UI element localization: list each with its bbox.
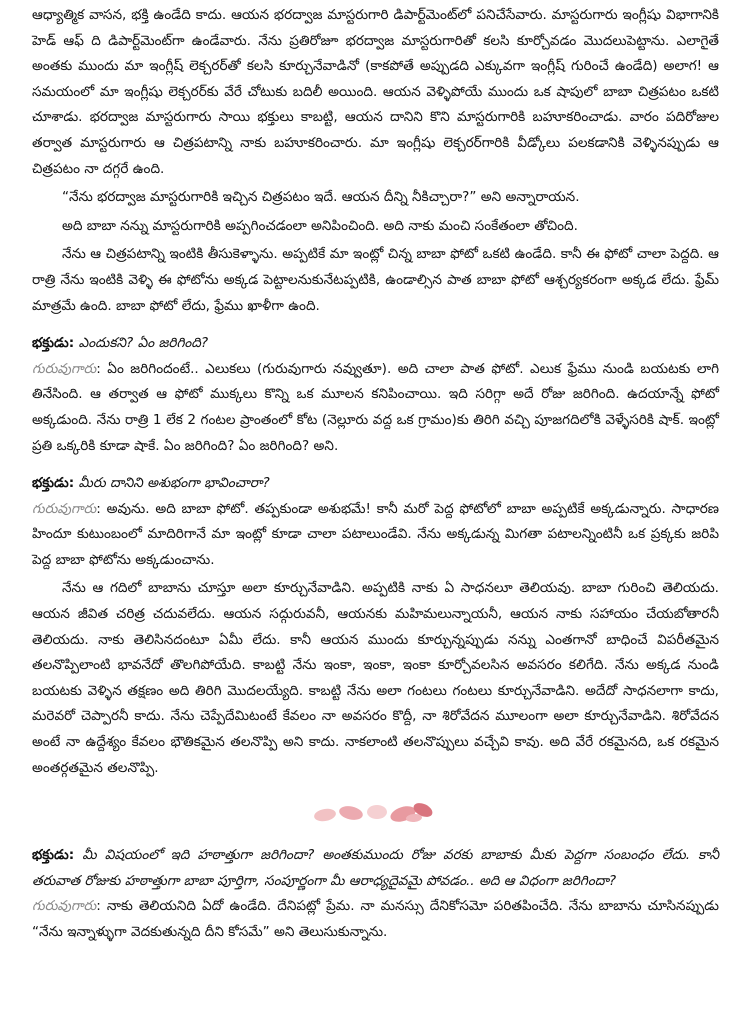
question-text: మీ విషయంలో ఇది హఠాత్తుగా జరిగిందా? అంతకుముందు రోజు వరకు బాబాకు మీకు పెద్దగా సంబంధం లేదు. కానీ తరువాత రోజుకు హఠాత్తుగా బాబా పూర్తిగా, సంపూర్ణంగా మీ ఆరాధ్యదైవమై పోవడం.. అది ఆ విధంగా జరిగిందా? [32,847,719,889]
guru-label: గురువుగారు [32,360,97,377]
answer-2 [32,497,719,574]
question-3 [32,843,719,894]
question-2 [32,471,719,497]
paragraph-2: “నేను భరద్వాజ మాస్టరుగారికి ఇచ్చిన చిత్రపటం ఇదే. ఆయన దీన్ని నీకిచ్చారా?” అని అన్నారాయన. [62,189,580,206]
speaker-label: భక్తుడు: [32,475,75,492]
speaker-label: భక్తుడు: [32,847,75,864]
question-text: ఎందుకని? ఏం జరిగింది? [78,335,209,352]
rose-petals-icon [311,798,441,828]
paragraph-4: నేను ఆ చిత్రపటాన్ని ఇంటికి తీసుకెళ్ళాను. అప్పటికే మా ఇంట్లో చిన్న బాబా ఫోటో ఒకటి ఉండేది. కానీ ఈ ఫోటో చాలా పెద్దది. ఆ రాత్రి నేను ఇంటికి వెళ్ళి ఈ ఫోటోను అక్కడ పెట్టాలనుకునేటప్పటికి, ఉండాల్సిన పాత బాబా ఫోటో ఆశ్చర్యకరంగా అక్కడ లేదు. ఫ్రేమ్ మాత్రమే ఉంది. బాబా ఫోటో లేదు, ఫ్రేము ఖాళీగా ఉంది. [32,246,719,314]
qa-block-1 [32,331,719,459]
answer-text: : ఏం జరిగిందంటే.. ఎలుకలు (గురువుగారు నవ్వుతూ). అది చాలా పాత ఫోటో. ఎలుక ఫ్రేము నుండి బయటకు లాగి తినేసింది. ఆ తర్వాత ఆ ఫోటో ముక్కలు కొన్ని ఒక మూలన కనిపించాయి. ఇది సరిగ్గా అదే రోజు జరిగింది. ఉదయాన్నే ఫోటో అక్కడుంది. నేను రాత్రి 1 లేక 2 గంటల ప్రాంతంలో కోట (నెల్లూరు వద్ద ఒక గ్రామం)కు తిరిగి వచ్చి పూజగదిలోకి వెళ్ళేసరికి షాక్. ఇంట్లో ప్రతి ఒక్కరికి కూడా షాకే. ఏం జరిగింది? ఏం జరిగింది? అని. [32,360,719,454]
question-text: మీరు దానిని అశుభంగా భావించారా? [78,475,270,492]
paragraph-1: ఆధ్యాత్మిక వాసన, భక్తి ఉండేది కాదు. ఆయన భరద్వాజ మాస్టరుగారి డిపార్ట్‌మెంట్‌లో పనిచేసేవారు. మాస్టరుగారు ఇంగ్లీషు విభాగానికి హెడ్ ఆఫ్ ది డిపార్ట్‌మెంట్‌గా ఉండేవారు. నేను ప్రతిరోజూ భరద్వాజ మాస్టరుగారితో కలసి కూర్చోవడం మొదలుపెట్టాను. ఎలాగైతే అంతకు ముందు మా ఇంగ్లీష్ లెక్చరర్‌తో కలసి కూర్చునేవాడినో (కాకపోతే అప్పుడది ఎక్కువగా ఇంగ్లీష్ గురించే ఉండేది) అలాగ! ఆ సమయంలో మా ఇంగ్లీషు లెక్చరర్‌కు వేరే చోటుకు బదిలీ అయింది. ఆయన వెళ్ళిపోయే ముందు ఒక షాపులో బాబా చిత్రపటం ఒకటి చూశాడు. భరద్వాజ మాస్టరుగారు సాయి భక్తులు కాబట్టి, ఆయన దానిని కొని మాస్టరుగారికి బహూకరించాడు. వారం పదిరోజుల తర్వాత మాస్టరుగారు ఆ చిత్రపటాన్ని నాకు బహూకరించారు. మా ఇంగ్లీషు లెక్చరర్‌గారికి వీడ్కోలు పలకడానికి వెళ్ళినప్పుడు ఆ చిత్రపటం నా దగ్గరే ఉంది. [32,7,719,177]
speaker-label: భక్తుడు: [32,335,75,352]
qa-block-2 [32,471,719,781]
answer-text: : అవును. అది బాబా ఫోటో. తప్పకుండా అశుభమే! కానీ మరో పెద్ద ఫోటోలో బాబా అప్పటికే అక్కడున్నారు. సాధారణ హిందూ కుటుంబంలో మాదిరిగానే మా ఇంట్లో కూడా చాలా పటాలుండేవి. నేను అక్కడున్న మిగతా పటాలన్నింటినీ ఒక ప్రక్కకు జరిపి పెద్ద బాబా ఫోటోను అక్కడుంచాను. [32,500,719,568]
qa-block-3 [32,843,719,945]
paragraph-3: అది బాబా నన్ను మాస్టరుగారికి అప్పగించడంలా అనిపించింది. అది నాకు మంచి సంకేతంలా తోచింది. [62,217,578,234]
answer-1 [32,357,719,459]
answer-3 [32,894,719,945]
guru-label: గురువుగారు [32,500,97,517]
section-divider [32,789,719,837]
question-1 [32,331,719,357]
answer-2-continued: నేను ఆ గదిలో బాబాను చూస్తూ అలా కూర్చునేవాడిని. అప్పటికి నాకు ఏ సాధనలూ తెలియవు. బాబా గురించి తెలియదు. ఆయన జీవిత చరిత్ర చదువలేదు. ఆయన సద్గురువనీ, ఆయనకు మహిమలున్నాయనీ, ఆయన నాకు సహాయం చేయబోతారనీ తెలియదు. నాకు తెలిసినదంటూ ఏమీ లేదు. కానీ ఆయన ముందు కూర్చున్నప్పుడు నన్ను ఎంతగానో బాధించే విపరీతమైన తలనొప్పిలాంటి భావనేదో తొలగిపోయేది. కాబట్టి నేను ఇంకా, ఇంకా, ఇంకా కూర్చోవలసిన అవసరం కలిగేది. నేను అక్కడ నుండి బయటకు వెళ్ళిన తక్షణం అది తిరిగి మొదలయ్యేది. కాబట్టి నేను అలా గంటలు గంటలు కూర్చునేవాడిని. అదేదో సాధనలాగా కాదు, మరెవరో చెప్పారనీ కాదు. నేను చెప్పేదేమిటంటే కేవలం నా అవసరం కొద్దీ, నా శిరోవేదన మూలంగా అలా కూర్చునేవాడిని. శిరోవేదన అంటే నా ఉద్దేశ్యం కేవలం భౌతికమైన తలనొప్పి అని కాదు. నాకలాంటి తలనొప్పులు వచ్చేవి కావు. అది వేరే రకమైనది, ఒక రకమైన అంతర్గతమైన తలనొప్పి. [32,580,719,776]
guru-label: గురువుగారు [32,898,97,915]
answer-text: : నాకు తెలియనిది ఏదో ఉండేది. దేనిపట్లో ప్రేమ. నా మనస్సు దేనికోసమో పరితపించేది. నేను బాబాను చూసినప్పుడు “నేను ఇన్నాళ్ళుగా వెదకుతున్నది దీని కోసమే” అని తెలుసుకున్నాను. [32,898,719,940]
